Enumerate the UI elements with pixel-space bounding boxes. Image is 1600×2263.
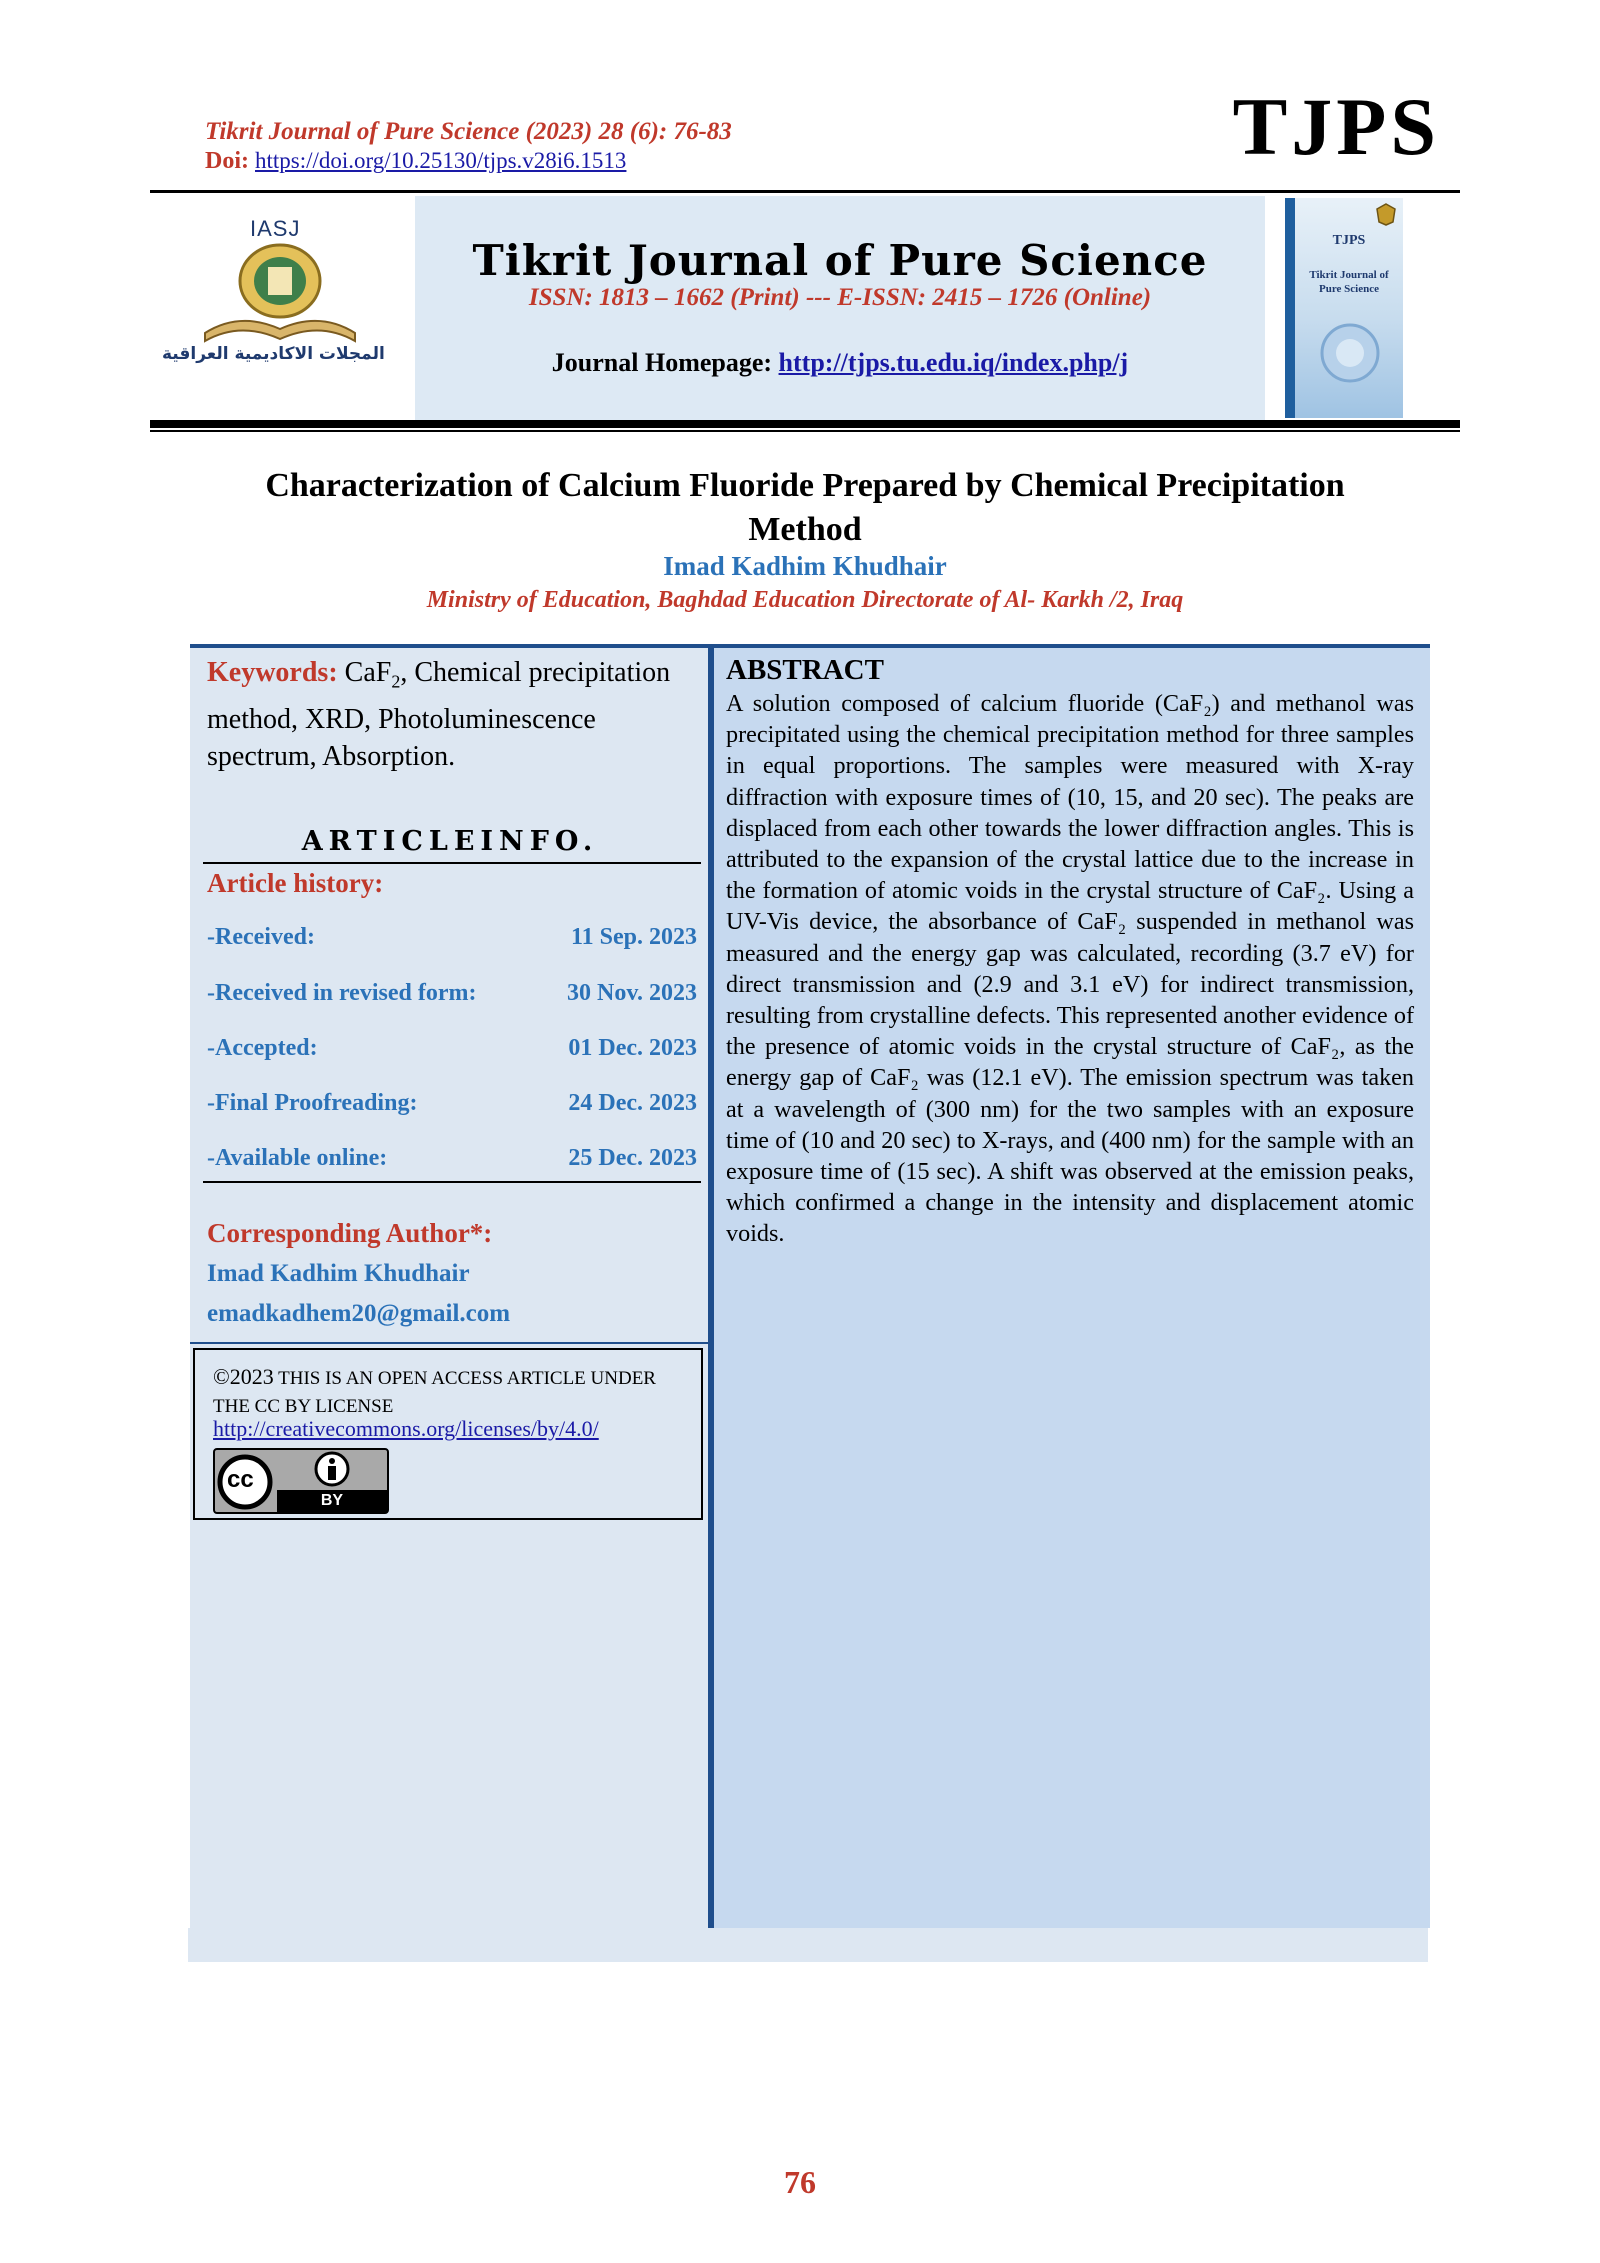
doi-line	[205, 148, 626, 175]
history-label: -Final Proofreading:	[207, 1090, 418, 1116]
cc-icon-label: cc	[227, 1466, 254, 1493]
banner-rule-thin	[150, 430, 1460, 432]
paper-author: Imad Kadhim Khudhair	[663, 551, 947, 581]
license-text	[213, 1364, 693, 1420]
keywords-text-pre: CaF	[337, 657, 392, 688]
doi-label: Doi:	[205, 148, 249, 174]
history-row	[207, 924, 697, 951]
keywords-label: Keywords:	[207, 657, 338, 688]
journal-banner	[150, 196, 1460, 420]
abstract-text: A solution composed of calcium fluoride (CaF₂) and methanol was precipitated using the chemical precipitation method for three samples in equal proportions. The samples were measured with X-ray diffraction with exposure times of (10, 15, and 20 sec). The peaks are displaced from each other towards the lower diffraction angles. This is attributed to the expansion of the crystal lattice due to the increase in the formation of atomic voids in the crystal structure of CaF₂. Using a UV-Vis device, the absorbance of CaF₂ suspended in methanol was measured and the energy gap was calculated, recording (3.7 eV) for direct transmission and (2.9 and 3.1 eV) for indirect transmission, resulting from crystalline defects. This represented another evidence of the presence of atomic voids in the crystal structure of CaF₂, as the energy gap of CaF₂ was (12.1 eV). The emission spectrum was taken at a wavelength of (300 nm) for the two samples with an exposure time of (10 and 20 sec) to X-rays, and (400 nm) for the sample with an exposure time of (15 sec). A shift was observed at the emission peaks, which confirmed a change in the intensity and displacement atomic voids.	[726, 690, 1414, 1248]
history-rule	[203, 1181, 701, 1183]
keywords-subscript: 2	[391, 671, 401, 692]
keywords	[207, 654, 697, 775]
crest-icon	[1375, 202, 1397, 226]
cc-by-badge[interactable]	[213, 1448, 389, 1514]
history-row	[207, 1090, 697, 1117]
panel-footer-strip	[188, 1928, 1428, 1962]
paper-affiliation: Ministry of Education, Baghdad Education Directorate of Al- Karkh /2, Iraq	[426, 587, 1184, 613]
history-label: -Received:	[207, 924, 315, 950]
history-label: -Accepted:	[207, 1035, 318, 1061]
history-date: 11 Sep. 2023	[570, 924, 697, 950]
license-link[interactable]: http://creativecommons.org/licenses/by/4.0/	[213, 1416, 599, 1441]
iasj-emblem-icon	[195, 241, 365, 346]
iasj-logo	[150, 196, 412, 420]
article-history-label: Article history:	[207, 868, 384, 898]
iasj-label: IASJ	[250, 216, 301, 241]
brand-mark: TJPS	[1232, 81, 1440, 172]
cover-subtitle: Tikrit Journal of Pure Science	[1309, 269, 1389, 295]
abstract-heading: ABSTRACT	[726, 654, 884, 686]
history-date: 30 Nov. 2023	[566, 980, 697, 1006]
corresponding-author-email[interactable]: emadkadhem20@gmail.com	[207, 1300, 511, 1327]
journal-homepage	[415, 348, 1265, 378]
homepage-link[interactable]: http://tjps.tu.edu.iq/index.php/j	[778, 348, 1129, 377]
journal-issn: ISSN: 1813 – 1662 (Print) --- E-ISSN: 2415 – 1726 (Online)	[528, 284, 1152, 311]
license-box	[193, 1348, 703, 1520]
paper-title-line1: Characterization of Calcium Fluoride Prepared by Chemical Precipitation	[265, 467, 1345, 504]
history-label: -Received in revised form:	[207, 980, 477, 1006]
iasj-arabic-label: المجلات الاكاديمية العراقية	[162, 344, 385, 364]
by-label: BY	[320, 1492, 344, 1509]
homepage-label: Journal Homepage:	[551, 348, 773, 377]
history-row	[207, 1035, 697, 1062]
license-year: ©2023	[213, 1364, 274, 1389]
journal-citation: Tikrit Journal of Pure Science (2023) 28 (6): 76-83	[205, 118, 732, 145]
history-row	[207, 980, 697, 1007]
article-info-heading: ARTICLEINFO.	[301, 826, 599, 857]
license-statement: THIS IS AN OPEN ACCESS ARTICLE UNDER THE CC BY LICENSE	[213, 1368, 656, 1417]
corresponding-author-name: Imad Kadhim Khudhair	[207, 1260, 470, 1287]
paper-title	[180, 464, 1430, 552]
article-info-rule	[203, 862, 701, 864]
corresponding-author-label: Corresponding Author*:	[207, 1218, 493, 1248]
history-label: -Available online:	[207, 1145, 388, 1171]
history-date: 24 Dec. 2023	[568, 1090, 697, 1116]
cover-brand: TJPS	[1332, 233, 1366, 248]
history-row	[207, 1145, 697, 1172]
history-date: 01 Dec. 2023	[568, 1035, 697, 1061]
paper-title-line2: Method	[748, 511, 862, 548]
header-rule	[150, 190, 1460, 193]
doi-link[interactable]: https://doi.org/10.25130/tjps.v28i6.1513	[255, 148, 627, 173]
page-number: 76	[784, 2164, 816, 2200]
history-date: 25 Dec. 2023	[568, 1145, 697, 1171]
journal-cover-thumbnail	[1285, 198, 1403, 418]
journal-title: Tikrit Journal of Pure Science	[472, 236, 1208, 285]
corresponding-rule	[190, 1342, 710, 1344]
banner-rule-thick	[150, 420, 1460, 428]
banner-title-block	[415, 196, 1265, 420]
keywords-text-post: , Chemical precipitation method, XRD, Photoluminescence spectrum, Absorption.	[207, 657, 671, 772]
attribution-icon	[277, 1450, 387, 1488]
cover-art-icon	[1315, 318, 1385, 388]
